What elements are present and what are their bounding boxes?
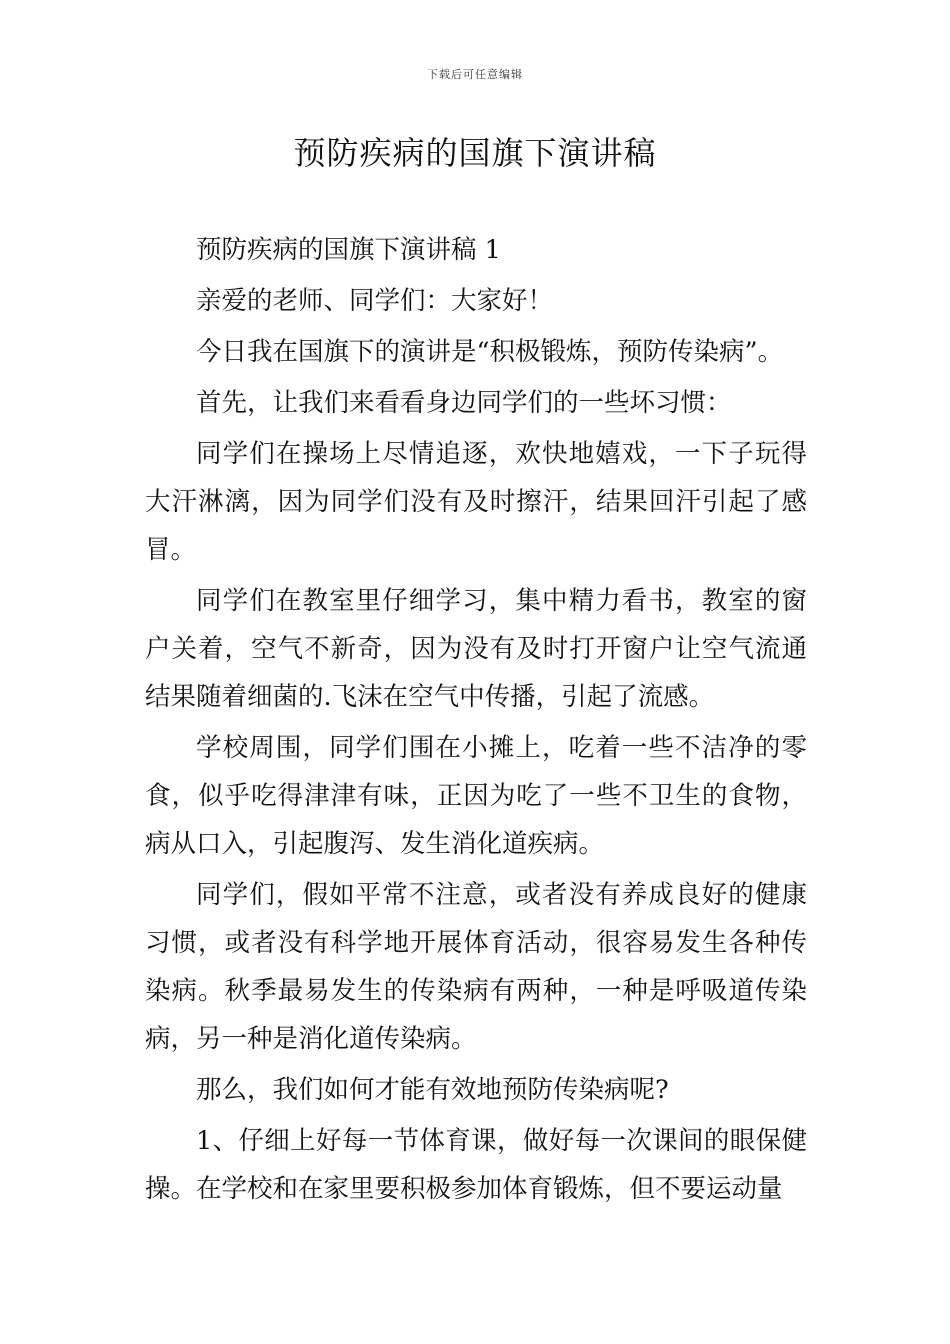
paragraph-topic: 今日我在国旗下的演讲是“积极锻炼，预防传染病”。 [196,337,784,367]
paragraph-warning: 同学们，假如平常不注意，或者没有养成良好的健康习惯，或者没有科学地开展体育活动，很容易发生各种传染病。秋季最易发生的传染病有两种，一种是呼吸道传染病，另一种是消化道传染病。 [145,880,807,1054]
paragraph-greeting: 亲爱的老师、同学们：大家好！ [196,286,554,316]
header-note: 下载后可任意编辑 [427,68,523,81]
paragraph-example-snacks: 学校周围，同学们围在小摊上，吃着一些不洁净的零食，似乎吃得津津有味，正因为吃了一些不卫生的食物，病从口入，引起腹泻、发生消化道疾病。 [145,733,807,859]
document-title: 预防疾病的国旗下演讲稿 [293,134,657,172]
document-body [145,226,807,1216]
paragraph-example-playground: 同学们在操场上尽情追逐，欢快地嬉戏，一下子玩得大汗淋漓，因为同学们没有及时擦汗，结果回汗引起了感冒。 [145,439,807,565]
paragraph-subtitle: 预防疾病的国旗下演讲稿 1 [196,235,501,265]
paragraph-example-classroom: 同学们在教室里仔细学习，集中精力看书，教室的窗户关着，空气不新奇，因为没有及时打开窗户让空气流通结果随着细菌的.飞沫在空气中传播，引起了流感。 [145,586,807,712]
paragraph-question: 那么，我们如何才能有效地预防传染病呢? [196,1075,669,1105]
paragraph-intro: 首先，让我们来看看身边同学们的一些坏习惯： [196,388,732,418]
paragraph-tip-1: 1、仔细上好每一节体育课，做好每一次课间的眼保健操。在学校和在家里要积极参加体育锻炼，但不要运动量 [145,1126,807,1204]
